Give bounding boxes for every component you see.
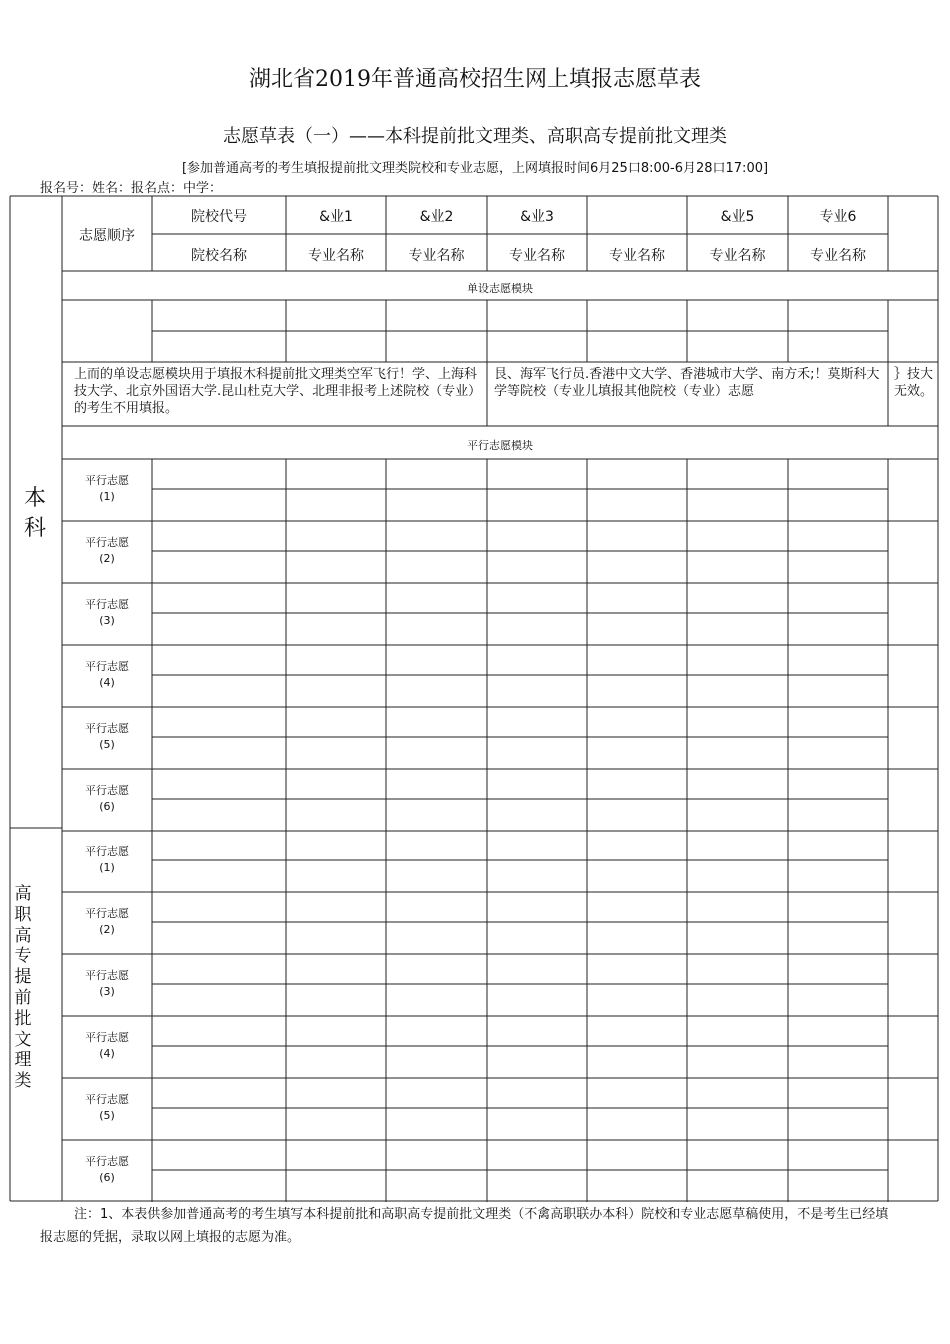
major-name-header: 专业名称: [308, 248, 364, 264]
major-5-header: &业5: [720, 209, 755, 225]
parallel-row-number: (1): [99, 861, 115, 874]
major-name-header: 专业名称: [408, 248, 465, 264]
parallel-row-number: (4): [99, 1047, 115, 1060]
section-benke-char-1: 本: [23, 486, 46, 511]
school-name-header: 院校名称: [191, 248, 247, 264]
parallel-row-label: [62, 597, 152, 629]
form-title: 湖北省2019年普通高校招生网上填报志愿草表: [249, 67, 701, 92]
major-name-header: 专业名称: [509, 248, 565, 264]
parallel-row-number: (4): [99, 676, 115, 689]
parallel-row-number: (2): [99, 923, 115, 936]
single-module-note-left: 上而的单设志愿模块用于填报木科提前批文理类空军飞行！学、上海科技大学、北京外国语大学.昆山杜克大学、北理非报考上述院校（专业）的考生不用填报。: [74, 367, 482, 416]
parallel-row-label-text: 平行志愿: [85, 784, 129, 797]
parallel-row-label-text: 平行志愿: [85, 969, 129, 982]
parallel-row-label-text: 平行志愿: [85, 845, 129, 858]
parallel-row-label-text: 平行志愿: [85, 536, 129, 549]
order-header: 志愿顺序: [79, 228, 135, 244]
parallel-module-title: 平行志愿模块: [467, 439, 533, 452]
parallel-row-label: [62, 783, 152, 815]
parallel-row-label: [62, 659, 152, 691]
parallel-row-label-text: 平行志愿: [85, 722, 129, 735]
major-name-header: 专业名称: [709, 248, 766, 264]
school-code-header: 院校代号: [191, 209, 247, 225]
parallel-row-label-text: 平行志愿: [85, 598, 129, 611]
major-name-header: 专业名称: [810, 248, 866, 264]
parallel-row-label: [62, 473, 152, 505]
parallel-row-number: (2): [99, 552, 115, 565]
parallel-row-number: (6): [99, 800, 115, 813]
major-2-header: &业2: [419, 209, 454, 225]
parallel-row-label: [62, 844, 152, 876]
major-1-header: &业1: [319, 209, 353, 225]
parallel-row-label: [62, 968, 152, 1000]
major-6-header: 专业6: [819, 209, 857, 225]
parallel-row-number: (1): [99, 490, 115, 503]
major-3-header: &业3: [520, 209, 554, 225]
parallel-row-label-text: 平行志愿: [85, 1093, 129, 1106]
applicant-info-line: 报名号：姓名：报名点：中学：: [40, 181, 223, 196]
parallel-row-label: [62, 721, 152, 753]
single-module-title: 单设志愿模块: [467, 282, 533, 295]
parallel-row-number: (5): [99, 738, 115, 751]
parallel-row-number: (6): [99, 1171, 115, 1184]
section-benke-char-2: 科: [23, 516, 46, 541]
major-name-header: 专业名称: [609, 248, 665, 264]
parallel-row-label-text: 平行志愿: [85, 474, 129, 487]
parallel-row-label: [62, 535, 152, 567]
single-module-note-right: ｝技大无效。: [894, 367, 934, 399]
parallel-row-label: [62, 1154, 152, 1186]
section-benke-label: [10, 484, 60, 544]
parallel-row-label-text: 平行志愿: [85, 1155, 129, 1168]
form-subtitle: 志愿草表（一）——本科提前批文理类、高职高专提前批文理类: [223, 126, 727, 147]
single-module-note-middle: 艮、海军飞行员.香港中文大学、香港城市大学、南方禾;！莫斯科大学等院校（专业儿填报其他院校（专业）志愿: [494, 367, 880, 399]
section-gaozhi-label: 高职高专提前批文理类: [14, 884, 32, 1092]
form-note: [参加普通高考的考生填报提前批文理类院校和专业志愿，上网填报时间6月25口8:00-6月28口17:00]: [181, 161, 769, 176]
parallel-row-label: [62, 1092, 152, 1124]
parallel-row-label-text: 平行志愿: [85, 1031, 129, 1044]
parallel-row-label: [62, 1030, 152, 1062]
parallel-row-label: [62, 906, 152, 938]
parallel-row-number: (3): [99, 985, 115, 998]
parallel-row-label-text: 平行志愿: [85, 907, 129, 920]
parallel-row-number: (3): [99, 614, 115, 627]
footnote: 注：1、本表供参加普通高考的考生填写本科提前批和高职高专提前批文理类（不禽高职联办本科）院校和专业志愿草稿使用，不是考生已经填报志愿的凭据，录取以网上填报的志愿为准。: [40, 1207, 889, 1245]
parallel-row-number: (5): [99, 1109, 115, 1122]
parallel-row-label-text: 平行志愿: [85, 660, 129, 673]
